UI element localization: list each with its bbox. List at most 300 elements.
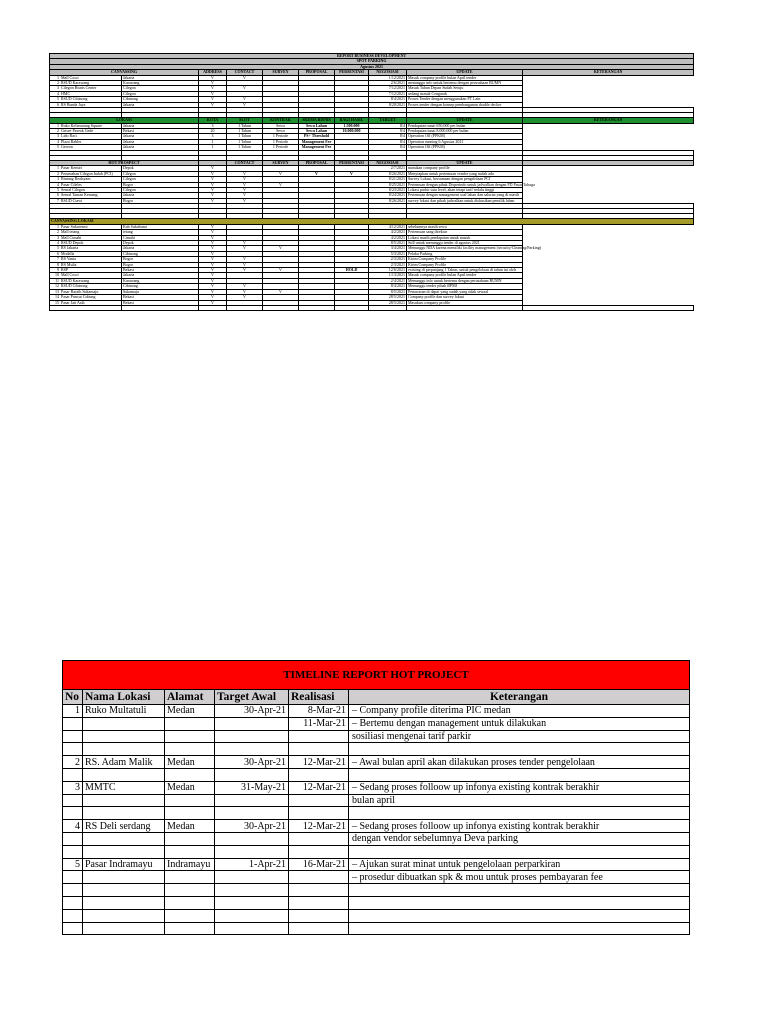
header-cell: ADDRESS (199, 70, 227, 75)
row-cell: Survey Lokasi, bersamaan dengan pengelolaan PCI (407, 177, 523, 182)
row-number (63, 909, 83, 922)
row-cell: V (263, 289, 299, 294)
timeline-header-row (63, 690, 690, 705)
timeline-table-body (63, 661, 690, 935)
target-date (215, 743, 289, 756)
realization-date: 8-Mar-21 (289, 705, 349, 718)
header-cell: SKEMA BISNIS (299, 118, 335, 123)
remark (349, 807, 690, 820)
header-cell: PERSENTASI (335, 160, 369, 165)
row-cell: V (227, 198, 263, 203)
realization-date (289, 845, 349, 858)
target-date (215, 845, 289, 858)
row-number: 7 (57, 197, 59, 203)
row-name: Pasar Jati Asih (61, 299, 85, 305)
row-number (63, 845, 83, 858)
row-cell: 1 Periode (263, 139, 299, 144)
realization-date (289, 794, 349, 807)
row-number (63, 896, 83, 909)
row-cell: 8/5/2021 (369, 241, 407, 246)
row-cell: 28/5/2021 (369, 300, 407, 305)
row-cell: menunggu info untuk bertemu dengan perusahaan BUMN (407, 81, 523, 86)
header-cell: NEGOSIASI (369, 70, 407, 75)
row-cell: V (199, 273, 227, 278)
row-cell: Jakarta (122, 145, 199, 150)
timeline-row (63, 909, 690, 922)
row-cell: Bekasi (122, 268, 199, 273)
header-cell: NEGOSIASI (369, 160, 407, 165)
report-table-body (50, 54, 694, 311)
row-name: HMC (61, 90, 71, 96)
remark: – Sedang proses folloow up infonya existing kontrak berakhir (349, 820, 690, 833)
location-name (83, 807, 165, 820)
col-header-lokasi: Nama Lokasi (83, 690, 165, 705)
header-cell: BAGI HASIL (335, 118, 369, 123)
row-cell: Cilegon (122, 91, 199, 96)
row-name: RSUD Cibinong (61, 96, 88, 102)
location-city (165, 832, 215, 845)
row-cell: V (199, 81, 227, 86)
realization-date: 16-Mar-21 (289, 858, 349, 871)
header-cell: SLOT (227, 118, 263, 123)
row-name: Lido Raci (61, 133, 77, 139)
header-cell: HOT PROSPECT (50, 160, 199, 165)
row-cell: V (199, 295, 227, 300)
row-cell: Pertemuan sang direktur (407, 230, 523, 235)
row-cell: V (227, 268, 263, 273)
timeline-row (63, 730, 690, 743)
row-cell: V (227, 289, 263, 294)
row-cell: Masuk company profile bulan April tender (407, 273, 523, 278)
location-city (165, 909, 215, 922)
remark: sosiliasi mengenai tarif parkir (349, 730, 690, 743)
row-cell: 1 (199, 145, 227, 150)
location-name: RS Deli serdang (83, 820, 165, 833)
row-cell: Jakarta (122, 193, 199, 198)
header-cell: KETERANGAN (523, 118, 694, 123)
row-cell: 1/12/2021 (369, 75, 407, 80)
realization-date (289, 730, 349, 743)
row-number (63, 717, 83, 730)
col-header-alamat: Alamat (165, 690, 215, 705)
location-name (83, 717, 165, 730)
row-cell: 8/26/2021 (369, 198, 407, 203)
row-cell: Sewa (263, 129, 299, 134)
row-number: 3 (57, 234, 59, 240)
row-cell: Pelaku Parking (407, 251, 523, 256)
col-header-realisasi: Realisasi (289, 690, 349, 705)
row-name: RSUD Karawang (61, 277, 90, 283)
row-number: 1 (57, 165, 59, 171)
remark (349, 743, 690, 756)
row-cell: 12/6/2021 (369, 268, 407, 273)
row-cell: V (199, 182, 227, 187)
row-cell: 10.000.000 (335, 129, 369, 134)
row-cell: V (227, 241, 263, 246)
row-cell: V (227, 182, 263, 187)
timeline-row (63, 807, 690, 820)
row-name: RSUD Cibinong (61, 283, 88, 289)
row-cell: Masuk company profile bulan April tender (407, 75, 523, 80)
row-cell: Bogor (122, 182, 199, 187)
row-cell: Operation Off (PPKM) (407, 134, 523, 139)
location-name (83, 884, 165, 897)
blank-cell (227, 305, 263, 310)
location-name (83, 871, 165, 884)
report-period: Agustus 2021 (50, 64, 694, 69)
row-number (63, 884, 83, 897)
header-cell: TARGET (369, 118, 407, 123)
header-cell: PROPOSAL (299, 70, 335, 75)
row-cell: Operation Off (PPKM) (407, 145, 523, 150)
location-city (165, 730, 215, 743)
row-number (63, 730, 83, 743)
row-number: 8 (57, 261, 59, 267)
row-name: Pasar Sukaresmi (61, 223, 88, 229)
realization-date: 12-Mar-21 (289, 756, 349, 769)
row-cell: Cibinong (122, 251, 199, 256)
timeline-row (63, 820, 690, 833)
row-cell: 1 Periode (263, 145, 299, 150)
row-cell: V (199, 177, 227, 182)
header-cell: SURVEY (263, 160, 299, 165)
row-cell: 8/5/2021 (369, 289, 407, 294)
row-name: RSUD Karawang (61, 80, 90, 86)
remark: – Bertemu dengan management untuk dilakukan (349, 717, 690, 730)
row-cell: V (263, 182, 299, 187)
row-cell: Cibinong (122, 284, 199, 289)
row-cell: Pertemuan dengan pihak Disperindo untuk jadwalkan dengan PD Pasar Tohaga (408, 181, 535, 187)
blank-cell (263, 305, 299, 310)
row-cell: 8/24/2021 (369, 193, 407, 198)
row-cell: Lokasi parkir satu level, akan tetapi tarif terlalu tinggi (407, 187, 523, 192)
row-cell: Jakarta (122, 246, 199, 251)
header-cell: KONTRAK (263, 118, 299, 123)
location-city (165, 896, 215, 909)
row-cell: 2/4/2021 (369, 278, 407, 283)
row-cell: V (227, 102, 263, 107)
row-name: RSP (61, 267, 69, 273)
row-number: 6 (57, 101, 59, 107)
location-city (165, 884, 215, 897)
row-cell: Menunggu tender pihak RPMJ (407, 284, 523, 289)
row-cell: V (263, 171, 299, 176)
header-cell: UPDATE (407, 160, 523, 165)
row-number: 5 (57, 144, 59, 150)
row-cell: 8/4/2021 (369, 284, 407, 289)
row-cell: V (227, 295, 263, 300)
row-number (63, 794, 83, 807)
remark (349, 896, 690, 909)
header-cell: LOKASI (50, 118, 199, 123)
row-name: Senral Cilegon (61, 186, 85, 192)
row-cell: Cilegon (122, 171, 199, 176)
row-cell: 8/4 (369, 134, 407, 139)
row-cell: Bekasi (122, 129, 199, 134)
row-cell: 1 Tahun (227, 145, 263, 150)
blank-cell (523, 305, 694, 310)
location-name: RS. Adam Malik (83, 756, 165, 769)
row-cell: V (227, 187, 263, 192)
row-cell: 8/4 (369, 139, 407, 144)
col-header-keterangan: Keterangan (349, 690, 690, 705)
row-number: 5 (57, 245, 59, 251)
timeline-row (63, 871, 690, 884)
row-cell: V (199, 246, 227, 251)
realization-date (289, 743, 349, 756)
row-cell: 3 (199, 123, 227, 128)
row-cell: Cilegon (122, 86, 199, 91)
row-number: 4 (57, 138, 59, 144)
location-city (165, 768, 215, 781)
row-cell: V (227, 177, 263, 182)
row-cell: 3/4/2021 (369, 246, 407, 251)
realization-date: 12-Mar-21 (289, 820, 349, 833)
row-name: RS Jakarta (61, 245, 79, 251)
row-name: Pasar Puncut Cubung (61, 294, 96, 300)
header-cell: PERSENTASI (335, 70, 369, 75)
timeline-row (63, 794, 690, 807)
row-cell: Jakarta (122, 273, 199, 278)
row-number: 5 (57, 186, 59, 192)
row-name: Modella (61, 250, 75, 256)
row-number: 3 (57, 176, 59, 182)
target-date (215, 884, 289, 897)
row-name: Pasar Cileles (61, 181, 82, 187)
row-cell: PS+ Threshold (299, 134, 335, 139)
row-number: 9 (57, 267, 59, 273)
row-cell: 8/25/2021 (369, 182, 407, 187)
row-number: 11 (55, 277, 59, 283)
row-name: Pasar Kemiri (61, 165, 82, 171)
row-cell: V (227, 262, 263, 267)
row-cell: 3 (199, 134, 227, 139)
row-cell: sebelumnya masih sewa (407, 224, 523, 229)
location-city: Medan (165, 781, 215, 794)
realization-date: 12-Mar-21 (289, 781, 349, 794)
row-number: 6 (57, 192, 59, 198)
target-date: 30-Apr-21 (215, 756, 289, 769)
row-cell: 8/4 (369, 129, 407, 134)
remark (349, 884, 690, 897)
blank-cell (199, 305, 227, 310)
header-cell: KOTA (199, 118, 227, 123)
location-name (83, 922, 165, 935)
row-cell: Depok (122, 241, 199, 246)
header-cell: UPDATE (407, 70, 523, 75)
target-date: 31-May-21 (215, 781, 289, 794)
row-cell: Pendapatan tunai 8,000,000 per bulan (407, 129, 523, 134)
row-cell: 7/12/2021 (369, 91, 407, 96)
row-cell: Jakarta (122, 139, 199, 144)
row-cell: Cimahi (122, 235, 199, 240)
row-cell: Menunggu NDA karena memiliki facility management (security/Cleaning/Parking) (408, 245, 542, 251)
row-cell: Jakarta (122, 102, 199, 107)
row-number: 1 (57, 74, 59, 80)
location-name (83, 794, 165, 807)
row-cell: Penawaran di dapat yang sudah yang tidak sewaal (407, 289, 523, 294)
timeline-row (63, 845, 690, 858)
row-cell: V (199, 251, 227, 256)
row-cell: V (227, 75, 263, 80)
row-cell: V (199, 230, 227, 235)
blank-cell (50, 305, 122, 310)
row-cell: V (199, 91, 227, 96)
row-number: 1 (57, 223, 59, 229)
timeline-row (63, 832, 690, 845)
row-cell: 8/26/2021 (369, 171, 407, 176)
remark: – prosedur dibuatkan spk & mou untuk proses pembayaran fee (349, 871, 690, 884)
remark: – Company profile diterima PIC medan (349, 705, 690, 718)
remark: – Awal bulan april akan dilakukan proses tender pengelolaan (349, 756, 690, 769)
col-header-target: Target Awal (215, 690, 289, 705)
row-cell: Depok (122, 166, 199, 171)
row-cell: Bogor (122, 257, 199, 262)
row-cell: Cilegon (122, 177, 199, 182)
row-number: 12 (55, 283, 59, 289)
row-cell: V (227, 284, 263, 289)
row-cell: V (199, 166, 227, 171)
row-cell: V (199, 102, 227, 107)
row-cell: Sewa Lahan (299, 123, 335, 128)
realization-date (289, 768, 349, 781)
row-cell: V (199, 289, 227, 294)
row-cell: Company profile dan survey lokasi (407, 295, 523, 300)
section-header: CANVASSING LOKASI (50, 219, 694, 224)
target-date (215, 730, 289, 743)
location-name: MMTC (83, 781, 165, 794)
location-city (165, 845, 215, 858)
row-name: Ruko Kelimutung Square (61, 122, 102, 128)
timeline-title-row (63, 661, 690, 690)
remark (349, 845, 690, 858)
target-date (215, 909, 289, 922)
row-cell: 7/12/2021 (369, 86, 407, 91)
row-cell: V (227, 86, 263, 91)
row-cell: 2/6/2021 (369, 81, 407, 86)
timeline-row (63, 858, 690, 871)
timeline-row (63, 743, 690, 756)
remark: dengan vendor sebelumnya Deva parking (349, 832, 690, 845)
row-number: 2 (63, 756, 83, 769)
row-cell: V (199, 86, 227, 91)
blank-cell (122, 305, 199, 310)
location-city: Indramayu (165, 858, 215, 871)
row-cell: 4/12/2021 (369, 224, 407, 229)
row-name: Plaza Babler (61, 138, 82, 144)
row-cell: Jakarta (122, 123, 199, 128)
row-cell: Management Fee (299, 139, 335, 144)
row-number: 4 (57, 240, 59, 246)
timeline-report (62, 660, 689, 935)
realization-date (289, 871, 349, 884)
row-number: 7 (57, 256, 59, 262)
row-number (63, 832, 83, 845)
row-cell: 8/4 (369, 145, 407, 150)
row-cell: V (227, 246, 263, 251)
location-city (165, 922, 215, 935)
location-city: Medan (165, 820, 215, 833)
row-cell: V (199, 278, 227, 283)
location-name (83, 743, 165, 756)
remark: – Ajukan surat minat untuk pengelolaan perparkiran (349, 858, 690, 871)
row-cell: 8/4 (369, 123, 407, 128)
header-cell: CONTACT (227, 70, 263, 75)
location-name (83, 768, 165, 781)
realization-date (289, 909, 349, 922)
row-number: 14 (55, 294, 59, 300)
row-cell: V (335, 171, 369, 176)
header-cell: CANVASSING (50, 70, 199, 75)
row-cell: Jakarta (122, 134, 199, 139)
row-cell: 8/23/2021 (369, 187, 407, 192)
location-name (83, 730, 165, 743)
row-number: 15 (55, 299, 59, 305)
row-number (63, 807, 83, 820)
location-name (83, 896, 165, 909)
row-name: Grisee Paseok Gede (61, 128, 94, 134)
row-number: 13 (55, 288, 59, 294)
row-name: Mall Cosci (61, 74, 79, 80)
timeline-row (63, 768, 690, 781)
row-cell: V (199, 224, 227, 229)
row-cell: 8/20/2021 (369, 102, 407, 107)
location-name: Ruko Multatuli (83, 705, 165, 718)
row-cell: V (199, 75, 227, 80)
row-cell: 1 Tahun (227, 123, 263, 128)
row-cell: Bekasi (122, 295, 199, 300)
row-number: 3 (57, 85, 59, 91)
row-cell: 2/3/2021 (369, 257, 407, 262)
target-date (215, 896, 289, 909)
row-number: 10 (55, 272, 59, 278)
row-cell: V (199, 198, 227, 203)
timeline-row (63, 922, 690, 935)
row-number: 5 (57, 96, 59, 102)
location-name (83, 845, 165, 858)
row-cell: 2/3/2021 (369, 262, 407, 267)
row-cell: V (199, 241, 227, 246)
row-cell: survey lokasi dan pihak jadwalkan untuk diskusikan pemilik lahan (407, 198, 523, 203)
row-cell: 28/5/2021 (369, 295, 407, 300)
row-cell: 1 Tahun (227, 129, 263, 134)
row-cell: 1 (199, 139, 227, 144)
row-number: 3 (63, 781, 83, 794)
row-name: RSUD Depok (61, 240, 84, 246)
row-cell: 1.500.000 (335, 123, 369, 128)
target-date: 1-Apr-21 (215, 858, 289, 871)
row-cell: Masukan company profile (407, 300, 523, 305)
row-name: RS Bunda Jaya (61, 101, 86, 107)
row-cell: 20 (199, 129, 227, 134)
row-name: Cilegon Bisnis Center (61, 85, 97, 91)
header-cell: PROPOSAL (299, 160, 335, 165)
timeline-row (63, 884, 690, 897)
row-name: Bintang Realsyam (61, 176, 91, 182)
timeline-row (63, 705, 690, 718)
row-number: 1 (57, 122, 59, 128)
row-cell: 1 Periode (263, 134, 299, 139)
row-cell: Karawang (122, 278, 199, 283)
row-cell: V (263, 246, 299, 251)
row-number: 6 (57, 250, 59, 256)
remark: – Sedang proses folloow up infonya existing kontrak berakhir (349, 781, 690, 794)
row-cell: Still untuk menunggu tender di agustus 2021 (407, 241, 523, 246)
row-cell: existing di perpanjang 1 Tahun, untuk pengelolaan di tahun ini oleh (407, 268, 523, 273)
report-subtitle: SPOT PARKING (50, 59, 694, 64)
remark (349, 922, 690, 935)
row-cell: Masuk Tahun Depan Sudah Setuju (407, 86, 523, 91)
